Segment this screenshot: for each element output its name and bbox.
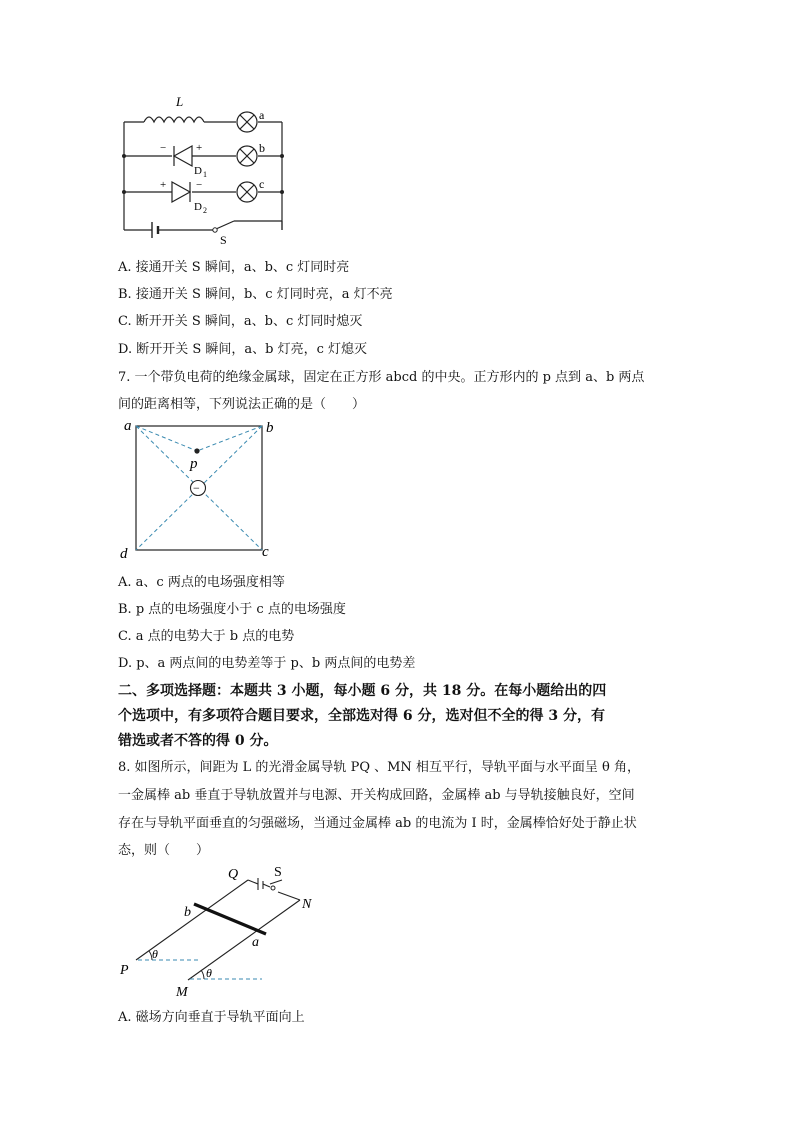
q7-option-d: D. p、a 两点间的电势差等于 p、b 两点间的电势差 (118, 656, 416, 671)
q6-option-a: A. 接通开关 S 瞬间，a、b、c 灯同时亮 (118, 260, 350, 275)
lamp-b-label: b (259, 141, 265, 155)
section2-line2: 个选项中，有多项符合题目要求，全部选对得 6 分，选对但不全的得 3 分，有 (118, 708, 605, 724)
label-Q: Q (228, 867, 239, 882)
label-b: b (184, 905, 191, 920)
q8-stem-line1: 8. 如图所示，间距为 L 的光滑金属导轨 PQ 、MN 相互平行，导轨平面与水平面呈 θ 角， (118, 760, 641, 775)
rails-diagram (112, 862, 332, 1002)
label-P: P (120, 963, 129, 978)
q7-stem-line1: 7. 一个带负电荷的绝缘金属球，固定在正方形 abcd 的中央。正方形内的 p 点到 a、b 两点 (118, 370, 645, 385)
d1-subscript: 1 (203, 170, 207, 179)
switch-label: S (220, 233, 227, 247)
d2-plus: + (160, 179, 167, 191)
charge-sign: − (193, 481, 200, 495)
q8-option-a: A. 磁场方向垂直于导轨平面向上 (118, 1010, 305, 1025)
q8-stem-line2: 一金属棒 ab 垂直于导轨放置并与电源、开关构成回路，金属棒 ab 与导轨接触良好，空间 (118, 788, 635, 803)
section2-line1: 二、多项选择题：本题共 3 小题，每小题 6 分，共 18 分。在每小题给出的四 (118, 683, 607, 699)
d1-label: D (194, 165, 202, 177)
inductor-label: L (176, 94, 184, 109)
label-N: N (302, 897, 312, 912)
section2-line3: 错选或者不答的得 0 分。 (118, 733, 278, 749)
d1-minus: − (160, 142, 167, 154)
q8-stem-line4: 态，则（ ） (118, 843, 210, 858)
label-M: M (176, 985, 188, 1000)
lamp-c-label: c (259, 177, 265, 191)
d2-label: D (194, 201, 202, 213)
vertex-d: d (120, 546, 128, 562)
vertex-c: c (262, 544, 269, 560)
q7-stem-line2: 间的距离相等，下列说法正确的是（ ） (118, 397, 366, 412)
label-S: S (274, 865, 282, 880)
q8-stem-line3: 存在与导轨平面垂直的匀强磁场，当通过金属棒 ab 的电流为 I 时，金属棒恰好处于静止状 (118, 816, 637, 831)
vertex-a: a (124, 418, 132, 434)
label-theta-2: θ (206, 966, 212, 980)
d2-subscript: 2 (203, 206, 207, 215)
circuit-diagram (110, 88, 300, 248)
vertex-b: b (266, 420, 274, 436)
label-a: a (252, 935, 259, 950)
label-theta-1: θ (152, 947, 158, 961)
lamp-a-label: a (259, 108, 265, 122)
d1-plus: + (196, 142, 203, 154)
point-p: p (190, 456, 198, 472)
d2-minus: − (196, 179, 203, 191)
q7-option-c: C. a 点的电势大于 b 点的电势 (118, 629, 295, 644)
q7-option-a: A. a、c 两点的电场强度相等 (118, 575, 285, 590)
square-charge-diagram (116, 416, 286, 564)
q7-option-b: B. p 点的电场强度小于 c 点的电场强度 (118, 602, 346, 617)
q6-option-b: B. 接通开关 S 瞬间，b、c 灯同时亮，a 灯不亮 (118, 287, 393, 302)
q6-option-c: C. 断开开关 S 瞬间，a、b、c 灯同时熄灭 (118, 314, 363, 329)
q6-option-d: D. 断开开关 S 瞬间，a、b 灯亮，c 灯熄灭 (118, 342, 368, 357)
